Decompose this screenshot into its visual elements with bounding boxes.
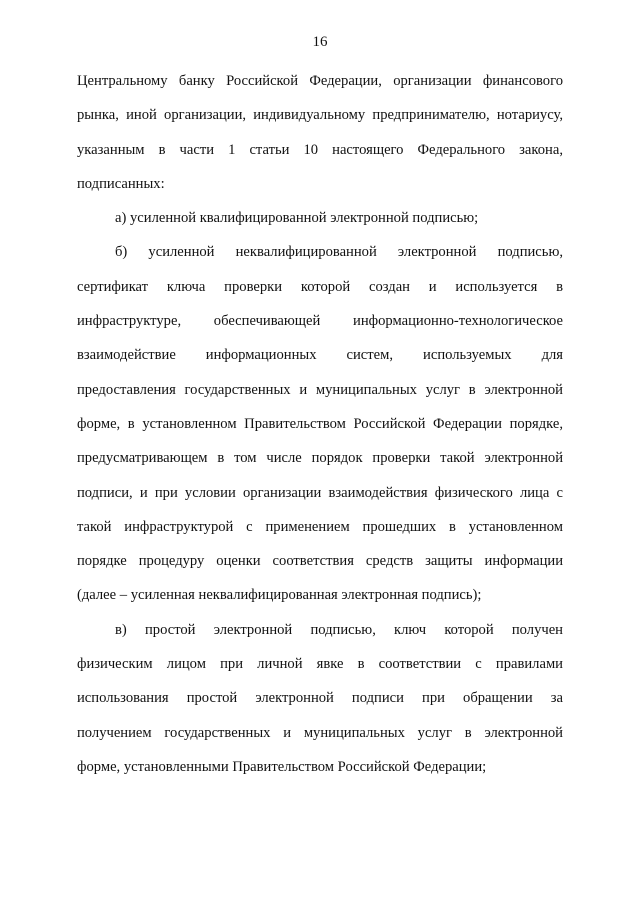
text-line-continuation-1: Центральному банку Российской Федерации, организации финансового bbox=[77, 73, 563, 89]
text-line-continuation-2: рынка, иной организации, индивидуальному предпринимателю, нотариусу, bbox=[77, 107, 563, 124]
page-number: 16 bbox=[312, 34, 328, 50]
item-b-line-3: инфраструктуре, обеспечивающей информационно-технологическое bbox=[77, 313, 563, 330]
item-b-line-7: предусматривающем в том числе порядок проверки такой электронной bbox=[77, 450, 563, 467]
item-b-line-5: предоставления государственных и муниципальных услуг в электронной bbox=[77, 381, 563, 398]
item-v-line-1: в) простой электронной подписью, ключ которой получен bbox=[115, 621, 563, 638]
item-b-line-1: б) усиленной неквалифицированной электронной подписью, bbox=[115, 244, 563, 261]
text-line-continuation-4: подписанных: bbox=[77, 175, 165, 192]
item-v-line-3: использования простой электронной подписи при обращении за bbox=[77, 690, 563, 707]
item-b-line-6: форме, в установленном Правительством Российской Федерации порядке, bbox=[77, 415, 563, 432]
item-b-line-4: взаимодействие информационных систем, используемых для bbox=[77, 347, 563, 364]
item-b-line-8: подписи, и при условии организации взаимодействия физического лица с bbox=[77, 484, 563, 501]
document-body bbox=[77, 64, 563, 784]
item-a-line-1: а) усиленной квалифицированной электронной подписью; bbox=[115, 210, 479, 227]
item-b-line-2: сертификат ключа проверки которой создан и используется в bbox=[77, 278, 563, 295]
item-b-line-10: порядке процедуру оценки соответствия средств защиты информации bbox=[77, 553, 563, 570]
text-line-continuation-3: указанным в части 1 статьи 10 настоящего Федерального закона, bbox=[77, 141, 563, 158]
item-v-line-2: физическим лицом при личной явке в соответствии с правилами bbox=[77, 656, 563, 673]
item-b-line-11: (далее – усиленная неквалифицированная электронная подпись); bbox=[77, 587, 482, 604]
item-v-line-5: форме, установленными Правительством Российской Федерации; bbox=[77, 758, 487, 775]
item-v-line-4: получением государственных и муниципальных услуг в электронной bbox=[77, 724, 563, 741]
item-b-line-9: такой инфраструктурой с применением прошедших в установленном bbox=[77, 518, 563, 535]
